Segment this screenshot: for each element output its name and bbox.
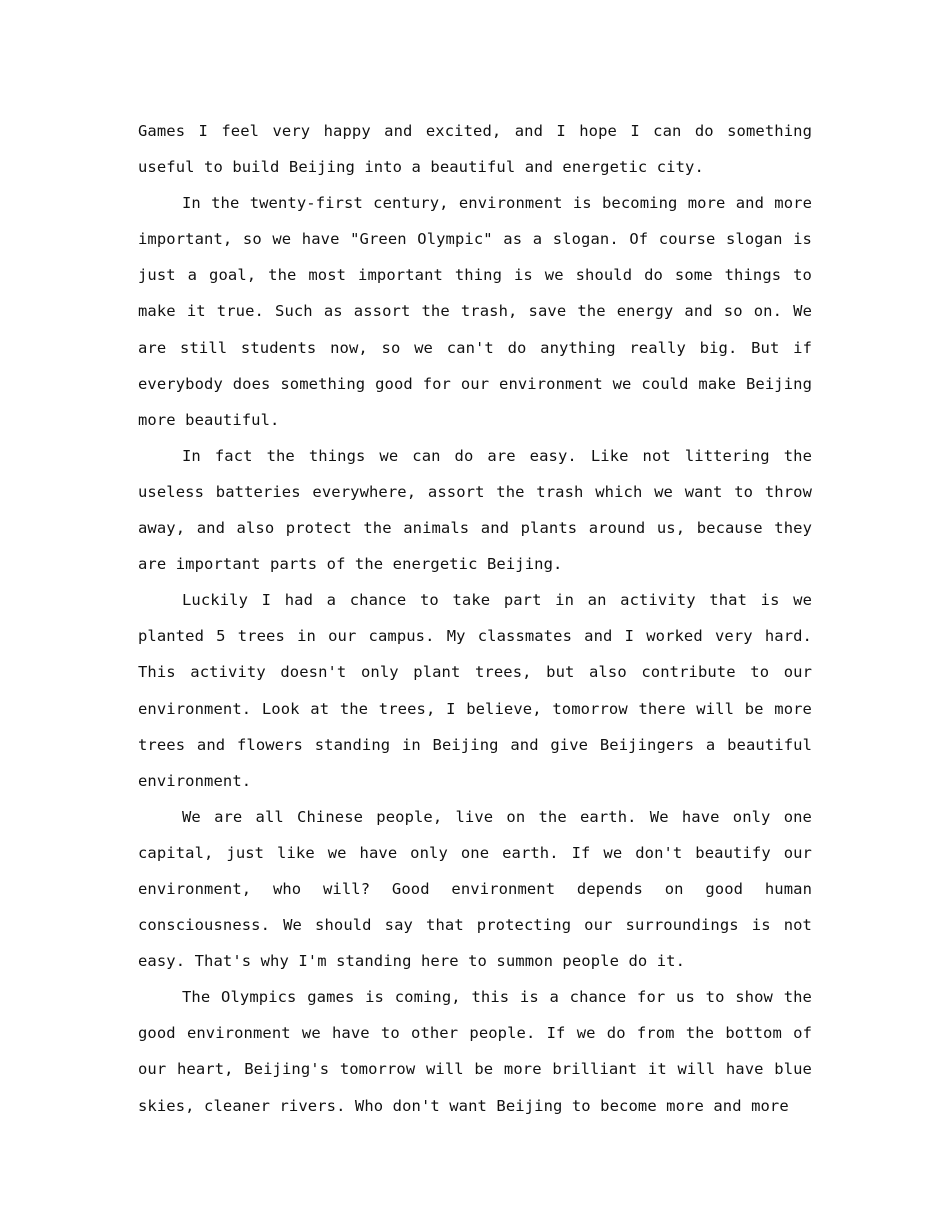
paragraph-continuation: Games I feel very happy and excited, and I hope I can do something useful to build Beijing into a beautiful and energetic city. xyxy=(138,122,812,177)
essay-body xyxy=(138,113,812,1124)
paragraph-green-olympic: In the twenty-first century, environment is becoming more and more important, so we have "Green Olympic" as a slogan. Of course slogan is just a goal, the most important thing is we should do some things to make it true. Such as assort the trash, save the energy and so on. We are still students now, so we can't do anything really big. But if everybody does something good for our environment we could make Beijing more beautiful. xyxy=(138,194,812,429)
paragraph-one-earth: We are all Chinese people, live on the earth. We have only one capital, just like we have only one earth. If we don't beautify our environment, who will? Good environment depends on good human consciousness. We should say that protecting our surroundings is not easy. That's why I'm standing here to summon people do it. xyxy=(138,807,812,971)
paragraph-easy-things: In fact the things we can do are easy. Like not littering the useless batteries everywhere, assort the trash which we want to throw away, and also protect the animals and plants around us, because they are important parts of the energetic Beijing. xyxy=(138,446,812,574)
paragraph-planting-trees: Luckily I had a chance to take part in an activity that is we planted 5 trees in our campus. My classmates and I worked very hard. This activity doesn't only plant trees, but also contribute to our environment. Look at the trees, I believe, tomorrow there will be more trees and flowers standing in Beijing and give Beijingers a beautiful environment. xyxy=(138,591,812,790)
paragraph-olympics-coming: The Olympics games is coming, this is a chance for us to show the good environment we have to other people. If we do from the bottom of our heart, Beijing's tomorrow will be more brilliant it will have blue skies, cleaner rivers. Who don't want Beijing to become more and more xyxy=(138,988,812,1115)
